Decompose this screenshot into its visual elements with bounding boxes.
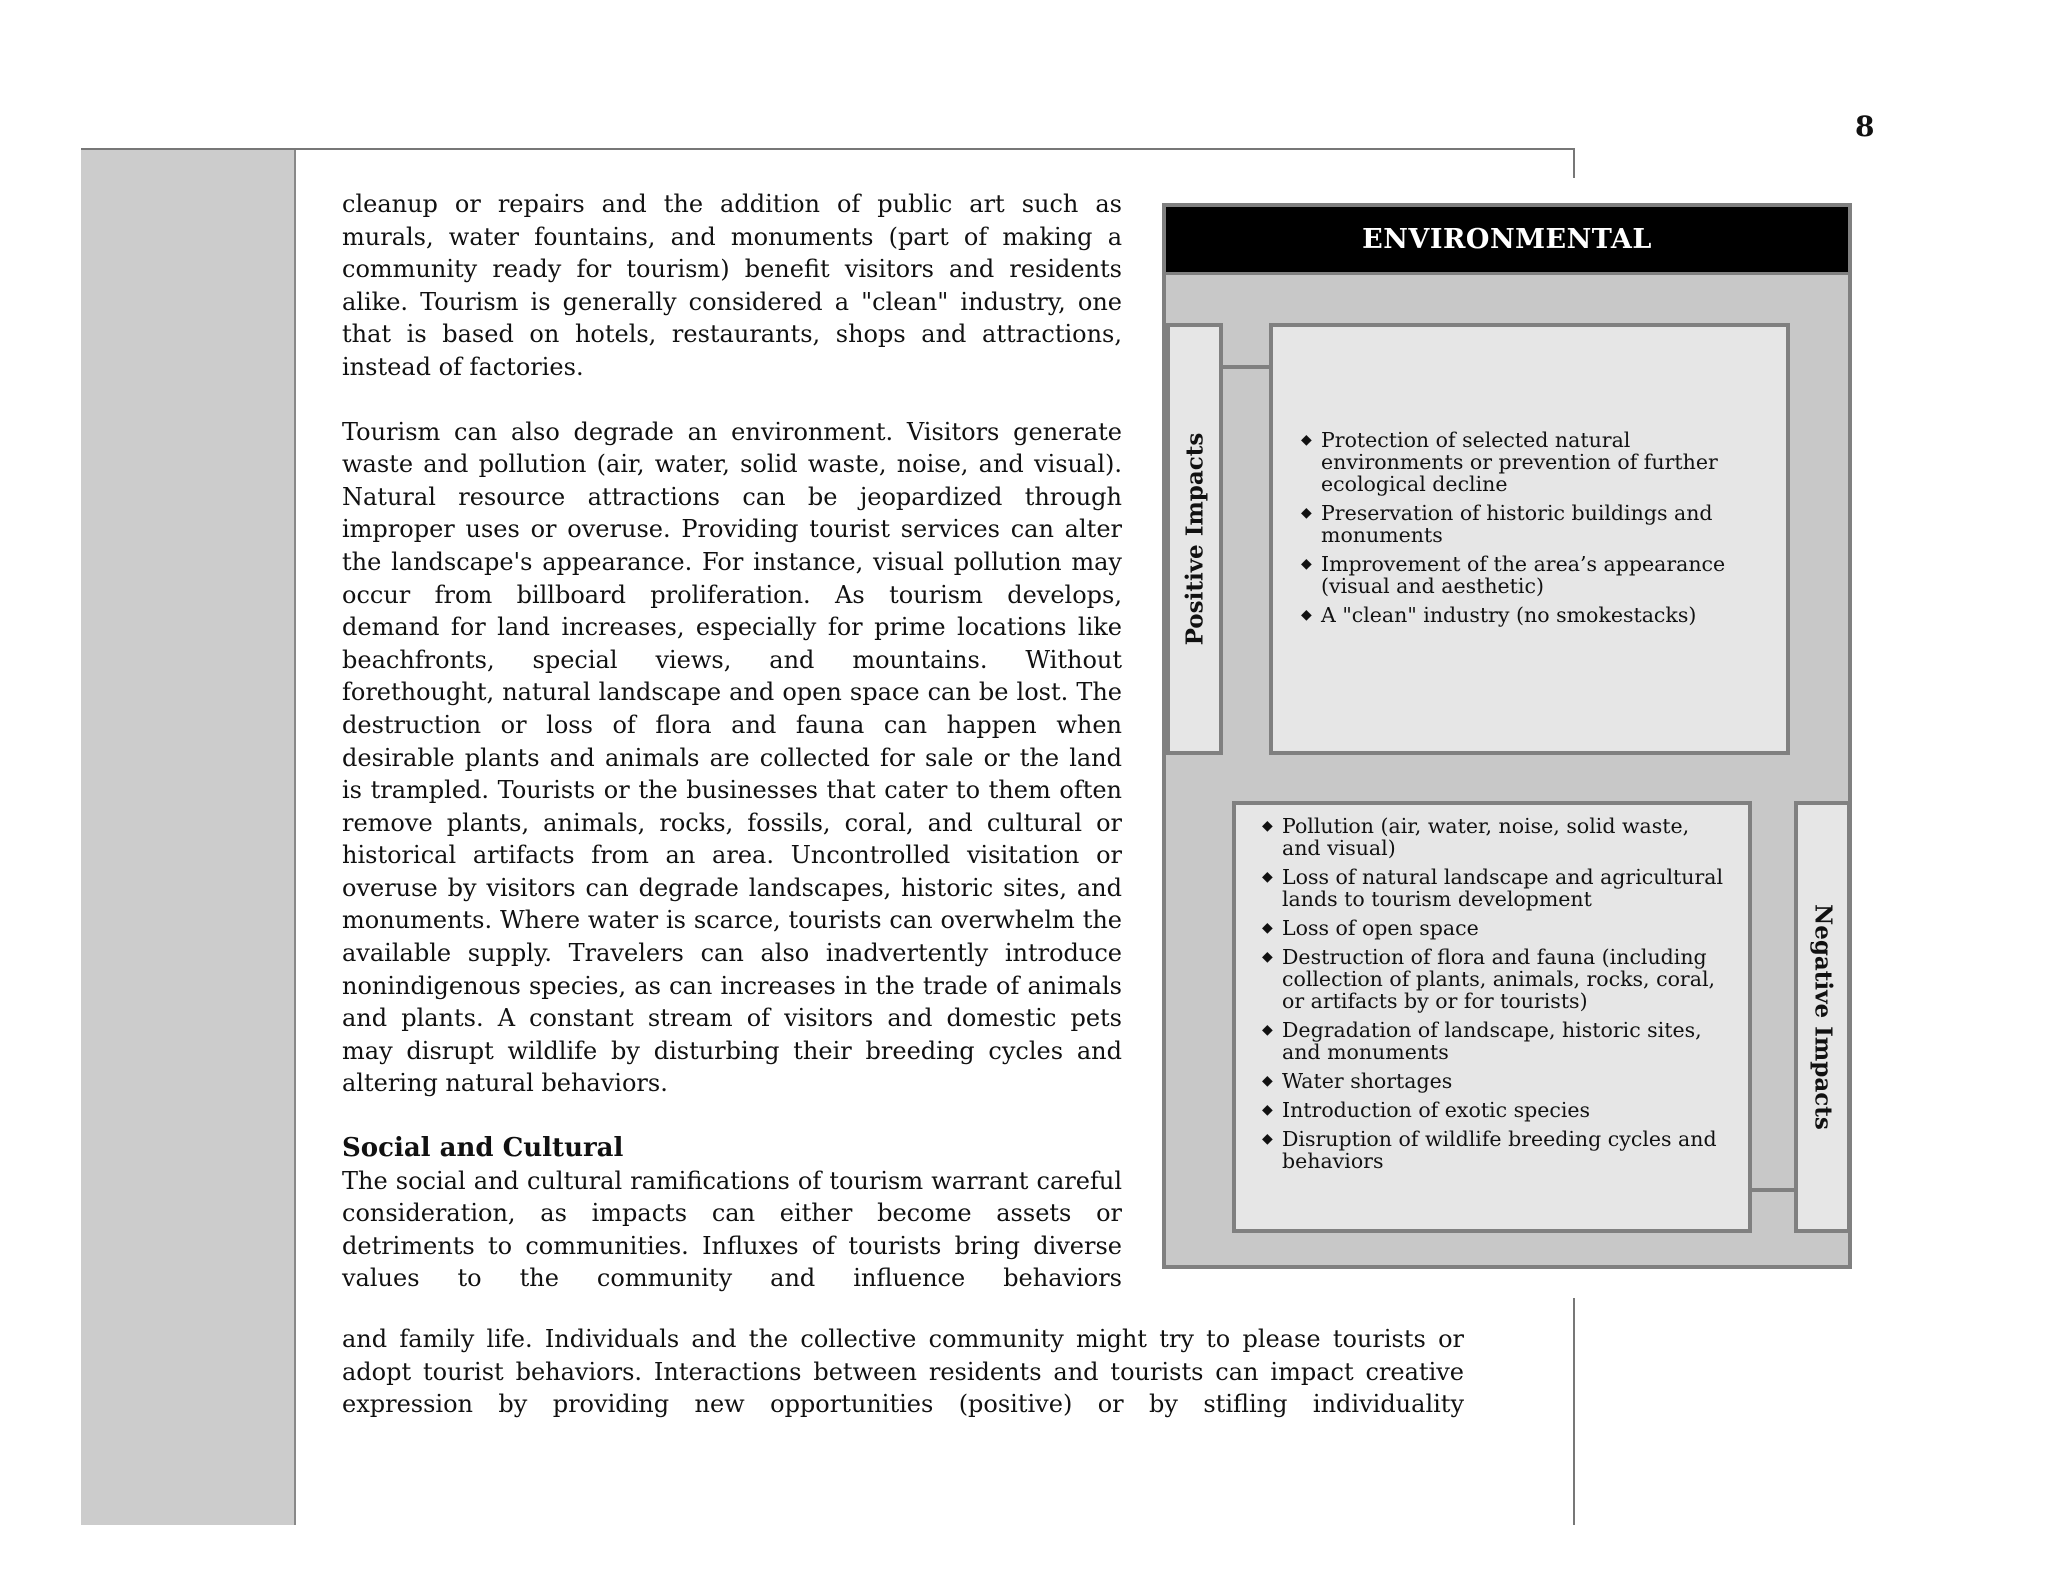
left-vertical-rule <box>294 150 296 1525</box>
positive-impacts-box <box>1269 323 1790 755</box>
list-item-text: Water shortages <box>1282 1069 1453 1093</box>
diamond-bullet-icon: ◆ <box>1262 949 1273 965</box>
list-item-text: Improvement of the area’s appearance (visual and aesthetic) <box>1321 552 1726 598</box>
negative-impacts-box <box>1232 801 1752 1233</box>
page-number: 8 <box>1855 110 1875 143</box>
body-text-column <box>342 188 1122 1295</box>
diamond-bullet-icon: ◆ <box>1262 1073 1273 1089</box>
positive-connector <box>1223 365 1269 369</box>
diamond-bullet-icon: ◆ <box>1301 607 1312 623</box>
list-item <box>1262 1099 1728 1121</box>
diamond-bullet-icon: ◆ <box>1262 1102 1273 1118</box>
list-item <box>1262 866 1728 910</box>
list-item <box>1262 1070 1728 1092</box>
list-item <box>1262 815 1728 859</box>
list-item <box>1301 604 1756 626</box>
negative-impacts-tab <box>1794 801 1851 1233</box>
top-rule <box>81 148 1574 150</box>
list-item-text: Loss of open space <box>1282 916 1479 940</box>
right-vertical-rule-top <box>1573 148 1575 178</box>
diamond-bullet-icon: ◆ <box>1262 1022 1273 1038</box>
paragraph-social-cultural-continued: and family life. Individuals and the collective community might try to please tourists or adopt tourist behaviors. Interactions between residents and tourists can impact creative expression by providing new opportunities (positive) or by stifling individuality <box>342 1325 1464 1419</box>
diamond-bullet-icon: ◆ <box>1262 818 1273 834</box>
diamond-bullet-icon: ◆ <box>1262 920 1273 936</box>
list-item-text: Protection of selected natural environments or prevention of further ecological decline <box>1321 428 1718 496</box>
negative-connector <box>1748 1188 1794 1192</box>
paragraph-clean-industry: cleanup or repairs and the addition of public art such as murals, water fountains, and monuments (part of making a community ready for tourism) benefit visitors and residents alike. Tourism is generally considered a "clean" industry, one that is based on hotels, restaurants, shops and attractions, instead of factories. <box>342 190 1122 381</box>
list-item <box>1262 1019 1728 1063</box>
list-item-text: Loss of natural landscape and agricultural lands to tourism development <box>1282 865 1724 911</box>
list-item-text: Introduction of exotic species <box>1282 1098 1591 1122</box>
list-item <box>1301 429 1756 495</box>
section-heading-social-cultural: Social and Cultural <box>342 1133 624 1164</box>
paragraph-degrade-environment: Tourism can also degrade an environment. Visitors generate waste and pollution (air, water, solid waste, noise, and visual). Natural resource attractions can be jeopardized through improper uses or overuse. Providing tourist services can alter the landscape's appearance. For instance, visual pollution may occur from billboard proliferation. As tourism develops, demand for land increases, especially for prime locations like beachfronts, special views, and mountains. Without forethought, natural landscape and open space can be lost. The destruction or loss of flora and fauna can happen when desirable plants and animals are collected for sale or the land is trampled. Tourists or the businesses that cater to them often remove plants, animals, rocks, fossils, coral, and cultural or historical artifacts from an area. Uncontrolled visitation or overuse by visitors can degrade landscapes, historic sites, and monuments. Where water is scarce, tourists can overwhelm the available supply. Travelers can also inadvertently introduce nonindigenous species, as can increases in the trade of animals and plants. A constant stream of visitors and domestic pets may disrupt wildlife by disturbing their breeding cycles and altering natural behaviors. <box>342 417 1122 1098</box>
diamond-bullet-icon: ◆ <box>1301 556 1312 572</box>
negative-impacts-label: Negative Impacts <box>1809 904 1836 1130</box>
list-item-text: A "clean" industry (no smokestacks) <box>1321 603 1697 627</box>
positive-impacts-label: Positive Impacts <box>1181 432 1208 646</box>
body-text-wide <box>342 1323 1464 1421</box>
list-item <box>1262 917 1728 939</box>
list-item-text: Degradation of landscape, historic sites, and monuments <box>1282 1018 1702 1064</box>
list-item <box>1301 553 1756 597</box>
list-item-text: Pollution (air, water, noise, solid waste, and visual) <box>1282 814 1690 860</box>
list-item <box>1262 1128 1728 1172</box>
diamond-bullet-icon: ◆ <box>1262 1131 1273 1147</box>
paragraph-social-cultural-start: The social and cultural ramifications of tourism warrant careful consideration, as impacts can either become assets or detriments to communities. Influxes of tourists bring diverse values to the community and influence behaviors <box>342 1166 1122 1293</box>
list-item <box>1262 946 1728 1012</box>
right-vertical-rule-bottom <box>1573 1298 1575 1525</box>
list-item-text: Destruction of flora and fauna (including collection of plants, animals, rocks, coral, or artifacts by or for tourists) <box>1282 945 1716 1013</box>
left-margin-band <box>81 150 294 1525</box>
list-item-text: Disruption of wildlife breeding cycles and behaviors <box>1282 1127 1717 1173</box>
diamond-bullet-icon: ◆ <box>1262 869 1273 885</box>
list-item-text: Preservation of historic buildings and monuments <box>1321 501 1713 547</box>
panel-title: ENVIRONMENTAL <box>1166 207 1848 275</box>
positive-impacts-list <box>1301 429 1756 626</box>
diamond-bullet-icon: ◆ <box>1301 505 1312 521</box>
environmental-impacts-panel <box>1162 203 1852 1269</box>
negative-impacts-list <box>1262 815 1728 1172</box>
list-item <box>1301 502 1756 546</box>
diamond-bullet-icon: ◆ <box>1301 432 1312 448</box>
positive-impacts-tab <box>1166 323 1223 755</box>
